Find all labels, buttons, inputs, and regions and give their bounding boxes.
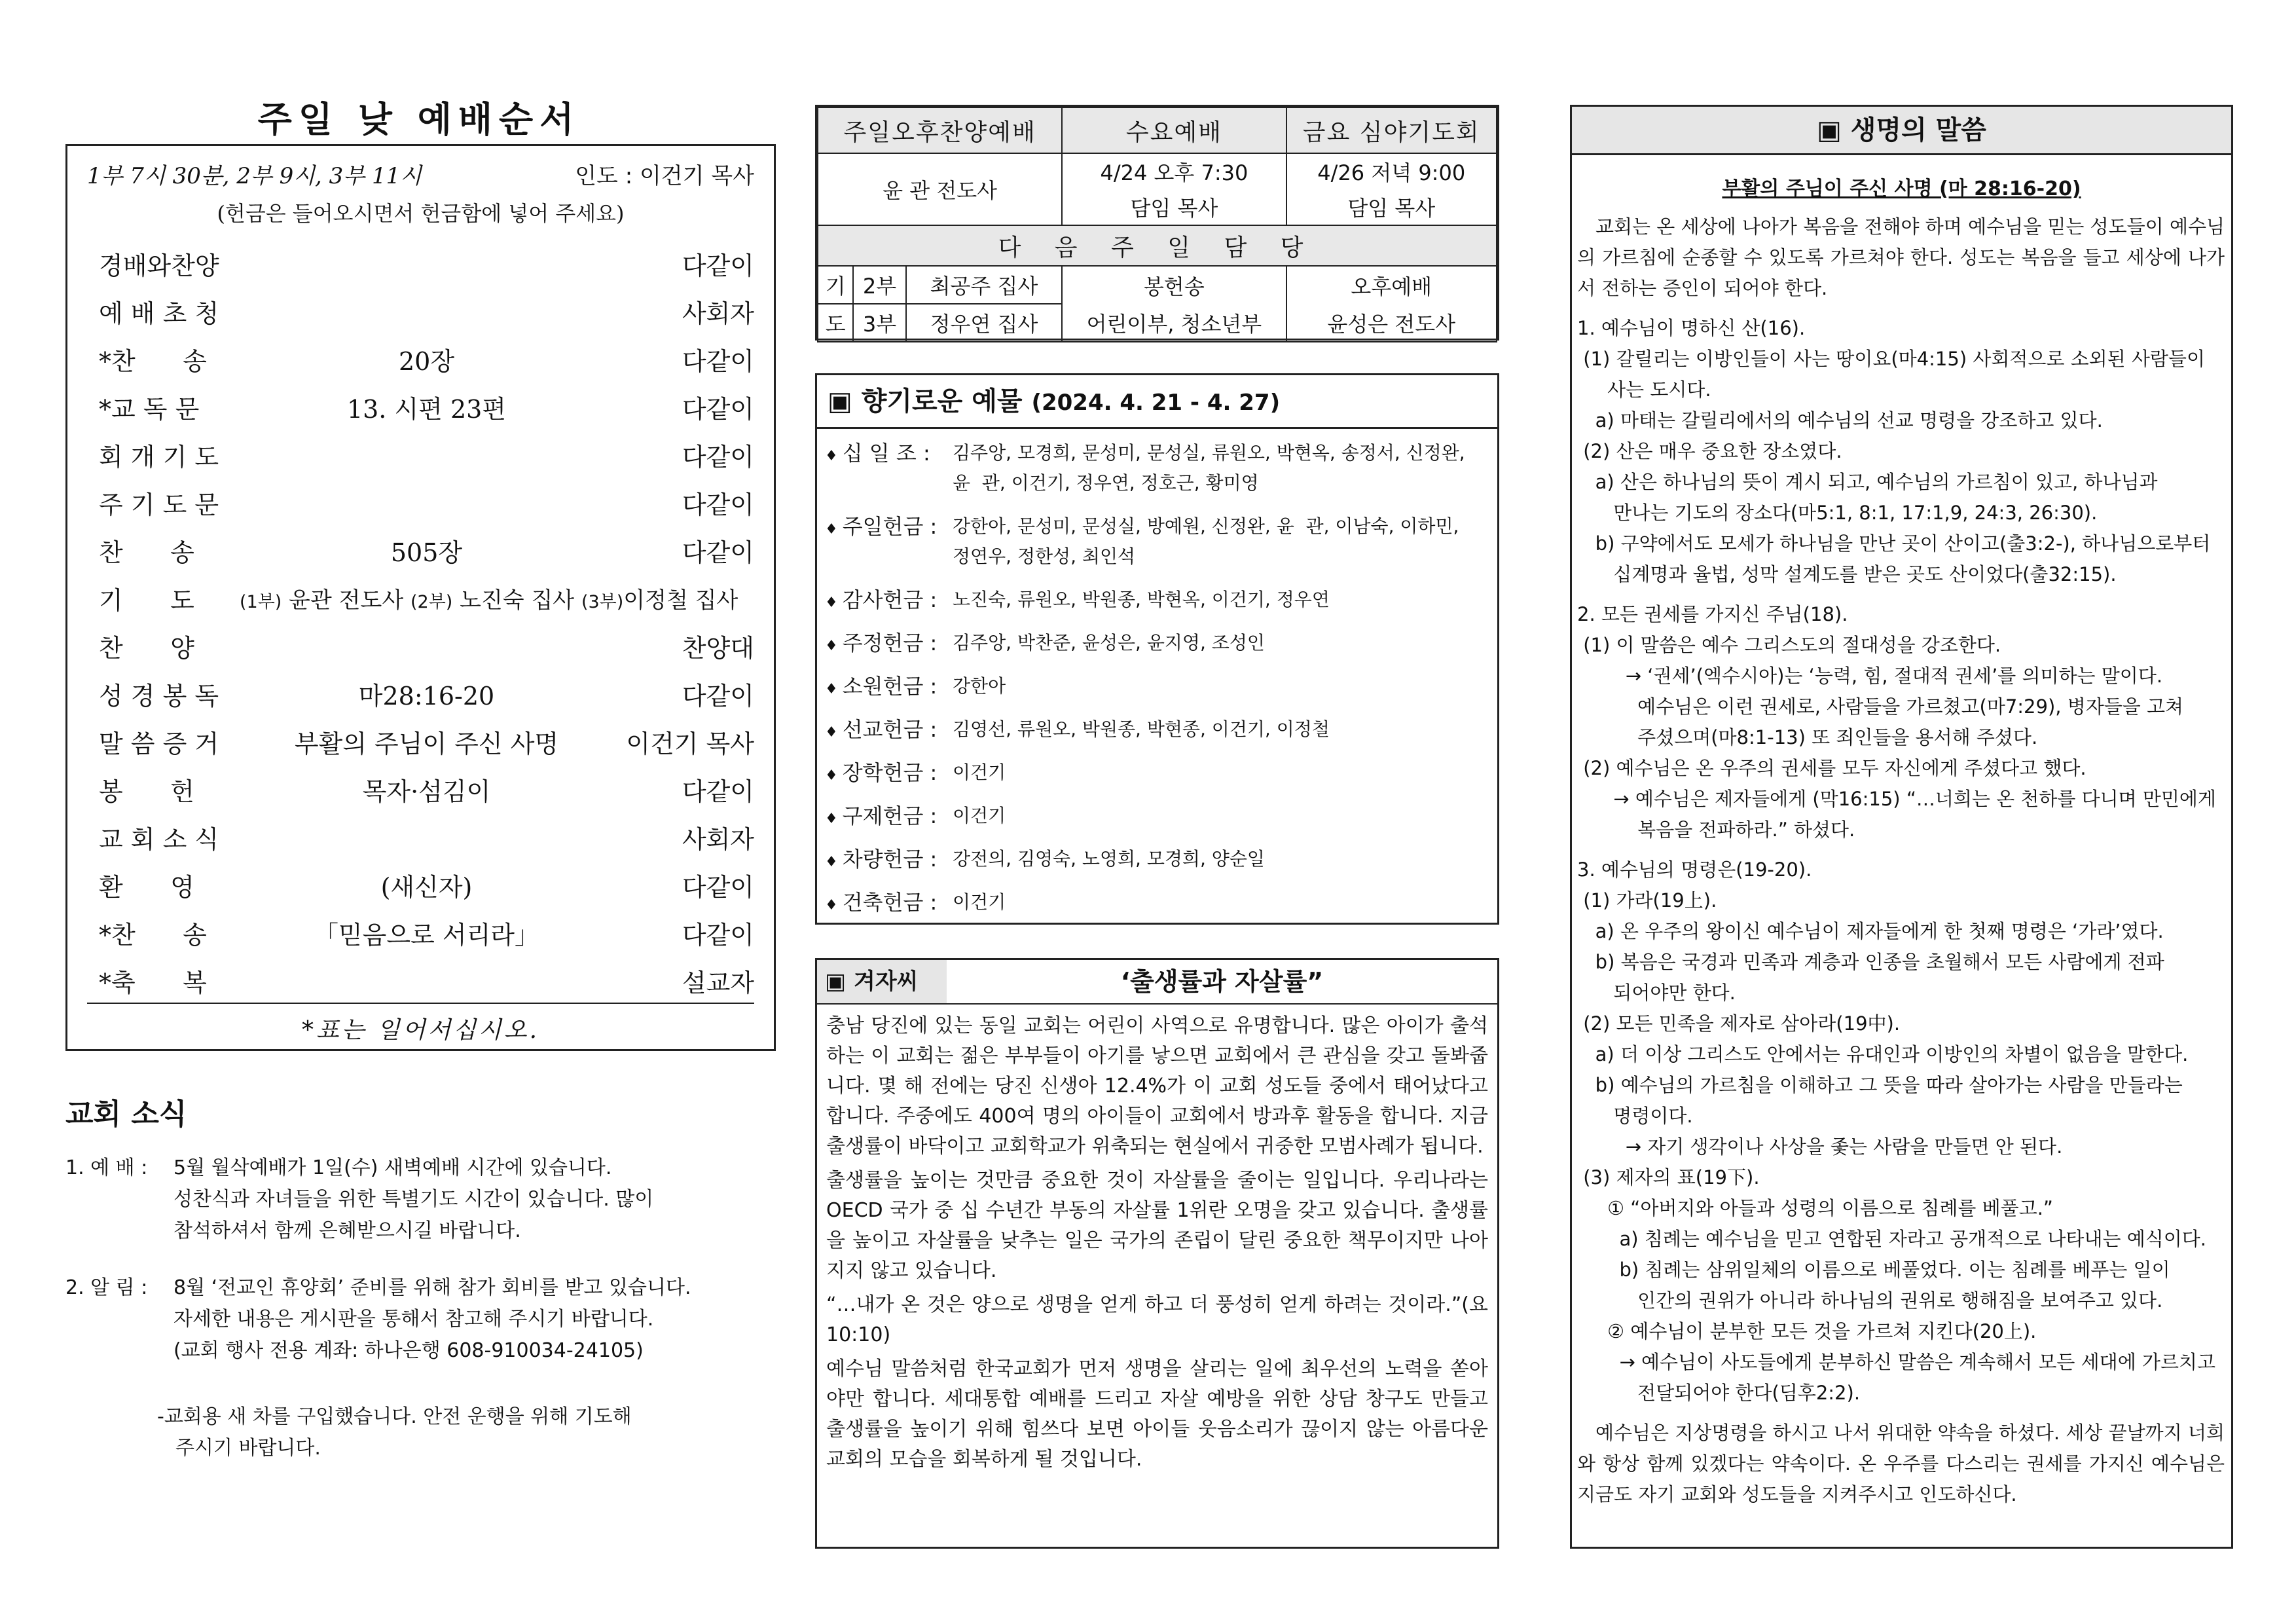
offering-label-wrap xyxy=(825,844,937,877)
sermon-line: 복음을 전파하라.” 하셨다. xyxy=(1577,819,1855,841)
wednesday-leader: 담임 목사 xyxy=(1130,196,1218,221)
mustard-body xyxy=(826,1011,1488,1479)
order-item-performer: 설교자 xyxy=(682,969,754,997)
order-item-performer: 사회자 xyxy=(682,825,754,854)
order-item-content: 「믿음으로 서리라」 xyxy=(313,921,540,950)
friday-leader: 담임 목사 xyxy=(1347,196,1436,221)
order-item-performer: 이건기 목사 xyxy=(626,729,754,758)
order-row xyxy=(99,960,754,1006)
sermon-line: → ‘권세’(엑수시아)는 ‘능력, 힘, 절대적 권세’를 의미하는 말이다. xyxy=(1577,665,2163,687)
sermon-subtitle: 부활의 주님이 주신 사명 (마 28:16-20) xyxy=(1722,177,2081,200)
offering-donors xyxy=(953,585,1489,615)
mustard-paragraph: 충남 당진에 있는 동일 교회는 어린이 사역으로 유명합니다. 많은 아이가 출석 하는 이 교회는 젊은 부부들이 아기를 낳으면 교회에서 큰 관심을 갖고 돌봐줍니다. 몇 해 전에는 당진 신생아 12.4%가 이 교회 성도들 중에서 태어났다고 합니다. 주중에도 400여 명의 아이들이 교회에서 방과후 활동을 합니다. 지금 출생률이 바닥이고 교회학교가 위축되는 현실에서 귀중한 모범사례가 됩니다. xyxy=(826,1014,1488,1158)
mustard-title: ‘출생률과 자살률” xyxy=(1120,967,1324,996)
order-item-performer: 다같이 xyxy=(682,347,754,376)
sermon-line: 주셨으며(마8:1-13) 또 죄인들을 용서해 주셨다. xyxy=(1577,726,2038,748)
square-icon: ▣ xyxy=(1817,115,1842,145)
offering-donors xyxy=(953,438,1489,498)
sermon-line: b) 구약에서도 모세가 하나님을 만난 곳이 산이고(출3:2-), 하나님으로부터 xyxy=(1577,532,2211,555)
sermon-line: 3. 예수님의 명령은(19-20). xyxy=(1577,858,1812,881)
prayer-part-2: 2부 xyxy=(853,266,905,304)
sermon-line: (1) 갈릴리는 이방인들이 사는 땅이요(마4:15) 사회적으로 소외된 사람들이 xyxy=(1577,348,2205,370)
sermon-line: b) 침례는 삼위일체의 이름으로 베풀었다. 이는 침례를 베푸는 일이 xyxy=(1577,1259,2170,1281)
friday-time: 4/26 저녁 9:00 xyxy=(1317,160,1466,185)
sermon-line: → 예수님은 제자들에게 (막16:15) “…너희는 온 천하를 다니며 만민에게 xyxy=(1577,788,2216,810)
order-row xyxy=(99,817,754,862)
sunday-leader: 윤 관 전도사 xyxy=(818,153,1062,225)
order-item-performer: 다같이 xyxy=(682,873,754,902)
order-row xyxy=(99,673,754,719)
diamond-icon: ♦ xyxy=(825,681,843,697)
sermon-line: 사는 도시다. xyxy=(1577,378,1711,401)
diamond-icon: ♦ xyxy=(825,638,843,654)
afternoon-service-head: 오후예배 xyxy=(1286,266,1497,304)
next-week-title: 다 음 주 일 담 당 xyxy=(818,225,1497,266)
news-line: 주시기 바랍니다. xyxy=(175,1437,321,1460)
order-item-performer: 다같이 xyxy=(682,443,754,471)
order-row xyxy=(99,434,754,480)
order-item-content: (새신자) xyxy=(380,873,473,902)
order-item-name: 찬 송 xyxy=(99,538,194,567)
offering-label-text: 주정헌금 : xyxy=(842,631,938,655)
mustard-header xyxy=(817,960,1497,1005)
order-item-name: 기 도 xyxy=(99,586,194,615)
service-times: 1부 7시 30분, 2부 9시, 3부 11시 xyxy=(87,163,422,189)
offering-label-text: 구제헌금 : xyxy=(842,803,938,828)
donor-line: 강한아, 문성미, 문성실, 방예원, 신정완, 윤 관, 이남숙, 이하민, xyxy=(953,515,1459,537)
sermon-line: 만나는 기도의 장소다(마5:1, 8:1, 17:1,9, 24:3, 26:30). xyxy=(1577,502,2098,524)
order-item-name: 경배와찬양 xyxy=(99,251,219,280)
offering-donors xyxy=(953,887,1489,917)
mustard-paragraph: 예수님 말씀처럼 한국교회가 먼저 생명을 살리는 일에 최우선의 노력을 쏟아야만 합니다. 세대통합 예배를 드리고 자살 예방을 위한 상담 창구도 만들고 출생률을 높이기 위해 힘쓰다 보면 아이들 웃음소리가 끊이지 않는 아름다운 교회의 모습을 회복하게 될 것입니다. xyxy=(826,1357,1488,1471)
wednesday-cell xyxy=(1062,153,1286,225)
offering-label-text: 차량헌금 : xyxy=(842,847,938,872)
offering-label-wrap xyxy=(825,438,930,471)
prayer-person: 윤관 전도사 xyxy=(282,587,410,614)
offering-label-text: 장학헌금 : xyxy=(842,760,938,785)
sermon-body xyxy=(1577,212,2225,1510)
donor-line: 이건기 xyxy=(953,762,1006,783)
prayer-part-3: 3부 xyxy=(853,304,905,342)
sermon-line: 인간의 권위가 아니라 하나님의 권위로 행해짐을 보여주고 있다. xyxy=(1577,1289,2163,1312)
offering-header xyxy=(817,375,1497,429)
sermon-outro: 예수님은 지상명령을 하시고 나서 위대한 약속을 하셨다. 세상 끝날까지 너희와 항상 함께 있겠다는 약속이다. 온 우주를 다스리는 권세를 가지신 예수님은 지금도 자기 교회와 성도들을 지켜주시고 인도하신다. xyxy=(1577,1422,2225,1505)
mustard-paragraph: 출생률을 높이는 것만큼 중요한 것이 자살률을 줄이는 일입니다. 우리나라는 OECD 국가 중 십 수년간 부동의 자살률 1위란 오명을 갖고 있습니다. 출생률을 높이고 자살률을 낮추는 일은 국가의 존립이 달린 중요한 책무이지만 나아지지 않고 있습니다. xyxy=(826,1169,1488,1282)
order-item-name: 봉 헌 xyxy=(99,777,194,806)
sermon-line: b) 복음은 국경과 민족과 계층과 인종을 초월해서 모든 사람에게 전파 xyxy=(1577,951,2164,973)
donor-line: 이건기 xyxy=(953,891,1006,913)
news-item-worship xyxy=(65,1153,773,1251)
order-row xyxy=(99,243,754,289)
offering-label-text: 소원헌금 : xyxy=(842,674,938,699)
order-row xyxy=(99,864,754,910)
news-line: 참석하셔서 함께 은혜받으시길 바랍니다. xyxy=(173,1219,521,1242)
sermon-section-1 xyxy=(1577,313,2225,590)
order-row xyxy=(99,769,754,815)
news-line: 5월 월삭예배가 1일(수) 새벽예배 시간에 있습니다. xyxy=(173,1156,612,1179)
order-item-performer: 찬양대 xyxy=(682,634,754,663)
order-item-content: 20장 xyxy=(398,347,455,376)
order-item-name: *찬 송 xyxy=(99,347,207,376)
sermon-line: 1. 예수님이 명하신 산(16). xyxy=(1577,317,1806,339)
offering-donors xyxy=(953,844,1489,874)
sermon-section-3 xyxy=(1577,855,2225,1409)
prayer-person: 노진숙 집사 xyxy=(452,587,581,614)
order-item-content: 505장 xyxy=(390,538,463,567)
order-item-performer: 다같이 xyxy=(682,395,754,424)
sermon-line: 전달되어야 한다(딤후2:2). xyxy=(1577,1382,1861,1404)
service-schedule-table xyxy=(815,105,1499,341)
mustard-tag xyxy=(817,960,947,1003)
wednesday-header: 수요예배 xyxy=(1062,107,1286,153)
diamond-icon: ♦ xyxy=(825,595,843,611)
offering-song-head: 봉헌송 xyxy=(1062,266,1286,304)
offering-label-text: 감사헌금 : xyxy=(842,587,938,612)
news-line: 성찬식과 자녀들을 위한 특별기도 시간이 있습니다. 많이 xyxy=(173,1188,654,1211)
news-line: (교회 행사 전용 계좌: 하나은행 608-910034-24105) xyxy=(173,1339,644,1362)
order-title: 주일 낮 예배순서 xyxy=(257,99,581,140)
sermon-line: 2. 모든 권세를 가지신 주님(18). xyxy=(1577,603,1848,625)
sermon-line: (2) 산은 매우 중요한 장소였다. xyxy=(1577,440,1842,462)
offering-label-text: 선교헌금 : xyxy=(842,717,938,742)
sermon-line: (1) 가라(19上). xyxy=(1577,889,1717,912)
donor-line: 강한아 xyxy=(953,675,1006,697)
prayer-label-1: 기 xyxy=(818,266,853,304)
donor-line: 윤 관, 이건기, 정우연, 정호근, 황미영 xyxy=(953,472,1259,494)
offering-label-wrap xyxy=(825,758,937,791)
offering-label-wrap xyxy=(825,887,937,921)
donor-line: 강전의, 김영숙, 노영희, 모경희, 양순일 xyxy=(953,848,1265,870)
service-leader: 인도 : 이건기 목사 xyxy=(575,163,754,189)
order-item-name: 성 경 봉 독 xyxy=(99,682,219,710)
prayer-person-3: 정우연 집사 xyxy=(906,304,1063,342)
sermon-line: a) 침례는 예수님을 믿고 연합된 자라고 공개적으로 나타내는 예식이다. xyxy=(1577,1228,2206,1250)
order-item-performer: 다같이 xyxy=(682,538,754,567)
order-item-performer: 다같이 xyxy=(682,682,754,710)
diamond-icon: ♦ xyxy=(825,521,843,538)
offering-label-wrap xyxy=(825,671,937,705)
prayer-person: 이정철 집사 xyxy=(623,587,738,614)
donor-line: 노진숙, 류원오, 박원종, 박현옥, 이건기, 정우연 xyxy=(953,589,1330,610)
offering-donors xyxy=(953,628,1489,658)
order-row xyxy=(99,625,754,671)
sermon-line: a) 마태는 갈릴리에서의 예수님의 선교 명령을 강조하고 있다. xyxy=(1577,409,2103,432)
mustard-tag-label: 겨자씨 xyxy=(853,969,919,995)
donor-line: 김주앙, 모경희, 문성미, 문성실, 류원오, 박현옥, 송정서, 신정완, xyxy=(953,442,1465,464)
order-item-content: 목자·섬김이 xyxy=(362,777,491,806)
diamond-icon: ♦ xyxy=(825,724,843,741)
order-item-content: 마28:16-20 xyxy=(358,682,495,710)
sermon-line: 예수님은 이런 권세로, 사람들을 가르쳤고(마7:29), 병자들을 고쳐 xyxy=(1577,695,2184,718)
prayer-part-label: (3부) xyxy=(581,592,624,612)
order-item-name: 말 씀 증 거 xyxy=(99,729,219,758)
order-item-performer: 다같이 xyxy=(682,251,754,280)
offering-label-wrap xyxy=(825,628,937,661)
donor-line: 정연우, 정한성, 최인석 xyxy=(953,545,1136,567)
donor-line: 김주앙, 박찬준, 윤성은, 윤지영, 조성인 xyxy=(953,632,1265,654)
order-row xyxy=(99,912,754,958)
prayer-part-label: (1부) xyxy=(240,592,282,612)
sunday-afternoon-header: 주일오후찬양예배 xyxy=(818,107,1062,153)
news-item-2-label: 2. 알 림 : xyxy=(65,1276,148,1299)
order-item-name: 예 배 초 청 xyxy=(99,299,219,328)
offering-label-text: 주일헌금 : xyxy=(842,514,938,539)
sermon-line: → 자기 생각이나 사상을 좇는 사람을 만들면 안 된다. xyxy=(1577,1135,2063,1158)
offering-donors xyxy=(953,758,1489,788)
order-item-performer: 다같이 xyxy=(682,777,754,806)
order-row xyxy=(99,482,754,528)
news-line: 자세한 내용은 게시판을 통해서 참고해 주시기 바랍니다. xyxy=(173,1308,654,1331)
diamond-icon: ♦ xyxy=(825,811,843,827)
friday-cell xyxy=(1286,153,1497,225)
donor-line: 이건기 xyxy=(953,805,1006,826)
sermon-line: 명령이다. xyxy=(1577,1105,1693,1127)
word-title: 생명의 말씀 xyxy=(1850,115,1986,145)
offering-donors xyxy=(953,801,1489,831)
offering-label-text: 십 일 조 : xyxy=(842,441,930,466)
square-icon: ▣ xyxy=(825,969,847,995)
news-item-car xyxy=(65,1401,773,1467)
diamond-icon: ♦ xyxy=(825,897,843,913)
sermon-line: (2) 모든 민족을 제자로 삼아라(19中). xyxy=(1577,1012,1901,1035)
news-item-notice xyxy=(65,1272,773,1371)
order-item-name: 주 기 도 문 xyxy=(99,490,219,519)
offering-label-wrap xyxy=(825,585,937,618)
service-times-line xyxy=(87,158,754,196)
offering-song-value: 어린이부, 청소년부 xyxy=(1062,304,1286,342)
offering-label-wrap xyxy=(825,714,937,748)
sermon-line: (2) 예수님은 온 우주의 권세를 모두 자신에게 주셨다고 했다. xyxy=(1577,757,2086,779)
news-line: 8월 ‘전교인 휴양회’ 준비를 위해 참가 회비를 받고 있습니다. xyxy=(173,1276,691,1299)
sermon-line: a) 온 우주의 왕이신 예수님이 제자들에게 한 첫째 명령은 ‘가라’였다. xyxy=(1577,920,2164,942)
order-item-content: 부활의 주님이 주신 사명 xyxy=(294,729,559,758)
wednesday-time: 4/24 오후 7:30 xyxy=(1100,160,1248,185)
order-item-name: 교 회 소 식 xyxy=(99,825,219,854)
order-item-name: 찬 양 xyxy=(99,634,194,663)
prayer-label-2: 도 xyxy=(818,304,853,342)
order-item-performer: 다같이 xyxy=(682,921,754,950)
offering-box xyxy=(815,373,1499,925)
offering-note: (헌금은 들어오시면서 헌금함에 넣어 주세요) xyxy=(217,201,625,226)
mustard-seed-box xyxy=(815,958,1499,1549)
sermon-section-2 xyxy=(1577,599,2225,845)
offering-donors xyxy=(953,511,1489,572)
afternoon-service-value: 윤성은 전도사 xyxy=(1286,304,1497,342)
sermon-line: (3) 제자의 표(19下). xyxy=(1577,1166,1760,1189)
friday-header: 금요 심야기도회 xyxy=(1286,107,1497,153)
order-item-content: 13. 시편 23편 xyxy=(346,395,507,424)
sermon-line: 십계명과 율법, 성막 설계도를 받은 곳도 산이었다(출32:15). xyxy=(1577,563,2117,585)
order-row xyxy=(99,339,754,384)
sermon-intro: 교회는 온 세상에 나아가 복음을 전해야 하며 예수님을 믿는 성도들이 예수님의 가르침에 순종할 수 있도록 가르쳐야 한다. 성도는 복음을 들고 세상에 나가서 전하는 증인이 되어야 한다. xyxy=(1577,215,2225,299)
order-item-name: *교 독 문 xyxy=(99,395,200,424)
prayer-person-2: 최공주 집사 xyxy=(906,266,1063,304)
offering-label-wrap xyxy=(825,511,937,545)
sermon-line: ② 예수님이 분부한 모든 것을 가르쳐 지킨다(20上). xyxy=(1577,1320,2037,1342)
sermon-line: 되어야만 한다. xyxy=(1577,982,1736,1004)
prayer-assignments xyxy=(240,578,738,625)
prayer-part-label: (2부) xyxy=(410,592,453,612)
mustard-quote: “…내가 온 것은 양으로 생명을 얻게 하고 더 풍성히 얻게 하려는 것이라.”(요10:10) xyxy=(826,1293,1488,1346)
offering-label-wrap xyxy=(825,801,937,834)
sermon-line: ① “아버지와 아들과 성령의 이름으로 침례를 베풀고.” xyxy=(1577,1197,2053,1219)
order-item-performer: 사회자 xyxy=(682,299,754,328)
order-row xyxy=(99,578,754,623)
sermon-line: → 예수님이 사도들에게 분부하신 말씀은 계속해서 모든 세대에 가르치고 xyxy=(1577,1351,2215,1373)
donor-line: 김영선, 류원오, 박원종, 박현종, 이건기, 이정철 xyxy=(953,718,1330,740)
word-header xyxy=(1572,107,2231,155)
order-row xyxy=(99,530,754,576)
order-item-name: *찬 송 xyxy=(99,921,207,950)
offering-date: (2024. 4. 21 - 4. 27) xyxy=(1031,390,1281,416)
news-item-1-label: 1. 예 배 : xyxy=(65,1156,148,1179)
diamond-icon: ♦ xyxy=(825,448,843,464)
diamond-icon: ♦ xyxy=(825,854,843,870)
order-item-name: 회 개 기 도 xyxy=(99,443,219,471)
order-row xyxy=(99,721,754,767)
offering-title: 향기로운 예물 xyxy=(861,386,1023,416)
offering-donors xyxy=(953,671,1489,701)
order-item-name: 환 영 xyxy=(99,873,194,902)
offering-donors xyxy=(953,714,1489,745)
diamond-icon: ♦ xyxy=(825,767,843,784)
church-news-title: 교회 소식 xyxy=(65,1098,187,1131)
order-item-name: *축 복 xyxy=(99,969,207,997)
order-item-performer: 다같이 xyxy=(682,490,754,519)
word-of-life-box xyxy=(1570,105,2233,1549)
stand-note: *표는 일어서십시오. xyxy=(301,1017,540,1044)
sermon-line: (1) 이 말씀은 예수 그리스도의 절대성을 강조한다. xyxy=(1577,634,2001,656)
order-row xyxy=(99,291,754,337)
news-line: -교회용 새 차를 구입했습니다. 안전 운행을 위해 기도해 xyxy=(157,1405,632,1428)
order-divider xyxy=(87,1003,754,1004)
offering-label-text: 건축헌금 : xyxy=(842,890,938,915)
square-icon: ▣ xyxy=(828,386,852,416)
sermon-line: a) 더 이상 그리스도 안에서는 유대인과 이방인의 차별이 없음을 말한다. xyxy=(1577,1043,2189,1065)
sermon-line: a) 산은 하나님의 뜻이 계시 되고, 예수님의 가르침이 있고, 하나님과 xyxy=(1577,471,2158,493)
worship-order-box xyxy=(65,144,776,1051)
order-row xyxy=(99,386,754,432)
sermon-line: b) 예수님의 가르침을 이해하고 그 뜻을 따라 살아가는 사람을 만들라는 xyxy=(1577,1074,2183,1096)
